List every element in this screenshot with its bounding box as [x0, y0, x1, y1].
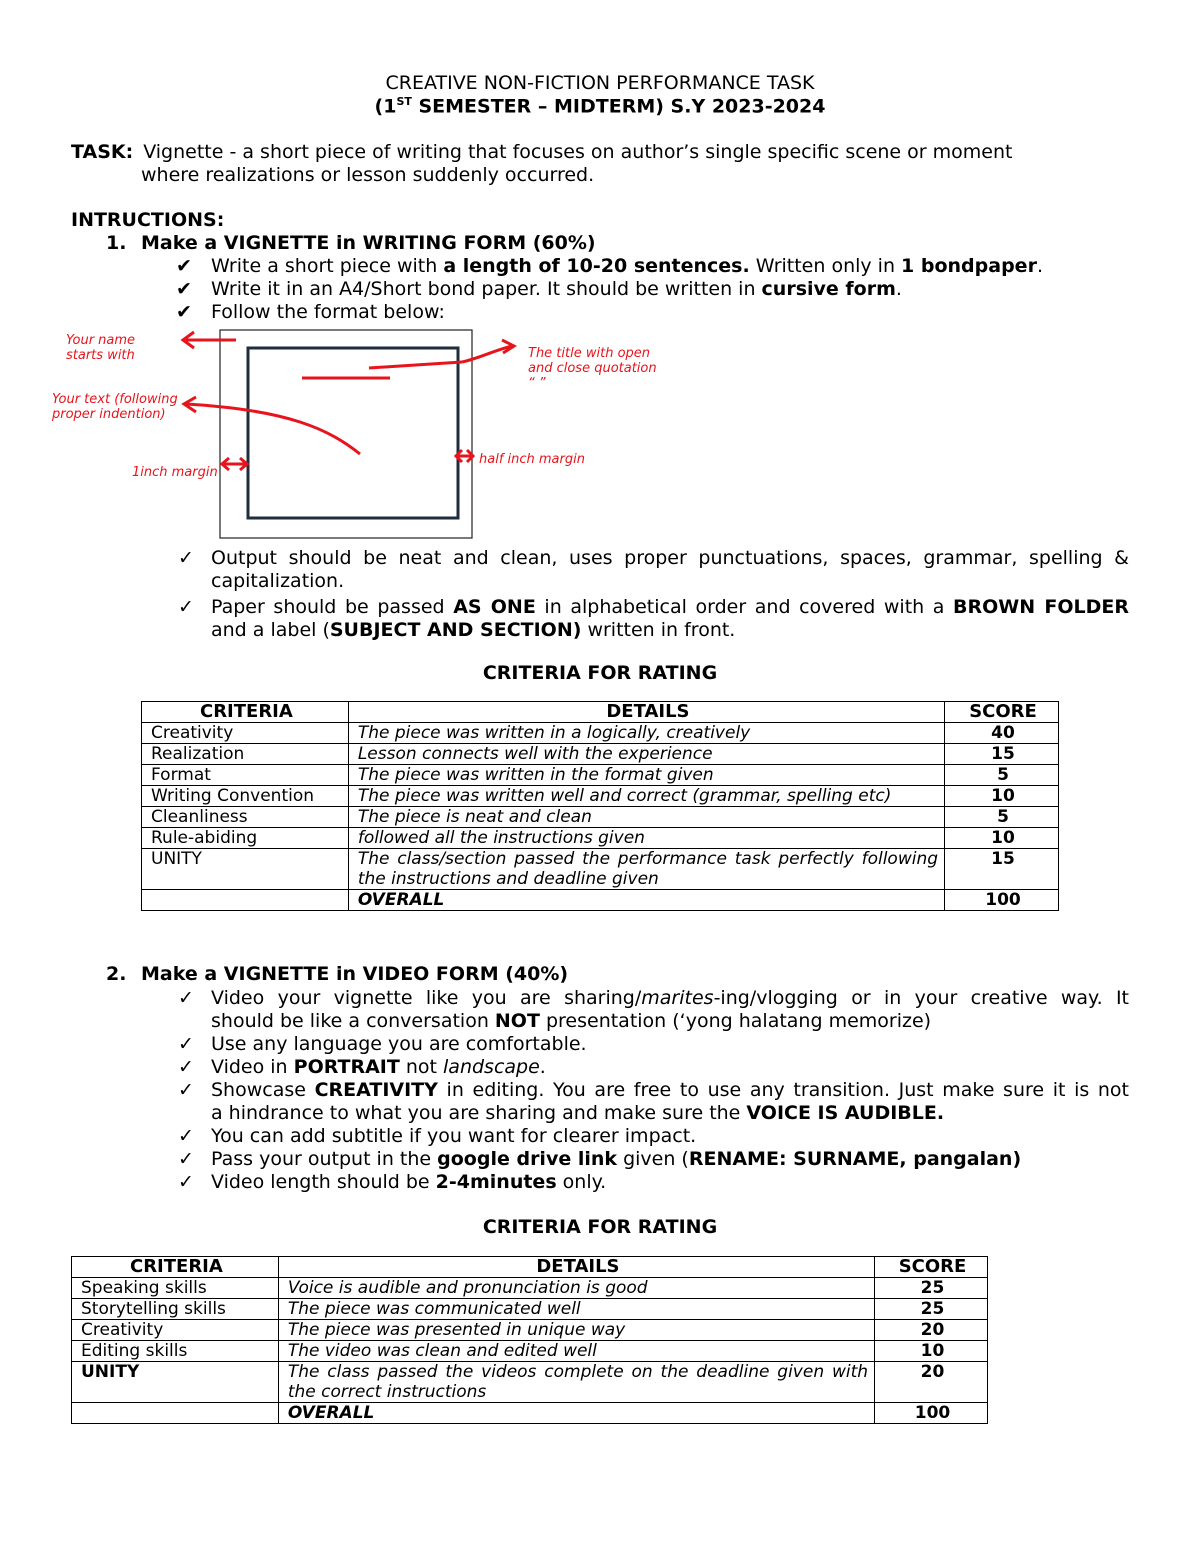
table-row: Cleanliness The piece is neat and clean 5 [142, 807, 1059, 828]
part2-bullet-7: Video length should be 2-4minutes only. [211, 1171, 607, 1193]
annotation-title: The title with open and close quotation “ ” [528, 346, 657, 391]
annotation-inch-margin: 1inch margin [132, 465, 218, 480]
check-thin-icon: ✓ [178, 987, 194, 1009]
criteria-heading-1: CRITERIA FOR RATING [482, 662, 718, 684]
table-header-row [72, 1257, 988, 1278]
part1-number: 1. [106, 232, 127, 254]
part2-bullet-4: Showcase CREATIVITY in editing. You are free to use any transition. Just make sure it is not a hindrance to what you are sharing and make sure the VOICE IS AUDIBLE. [211, 1079, 1130, 1124]
col-details: DETAILS [278, 1257, 874, 1278]
part2-number: 2. [106, 963, 127, 985]
col-criteria: CRITERIA [72, 1257, 279, 1278]
table-row: Realization Lesson connects well with the experience 15 [142, 744, 1059, 765]
check-thin-icon: ✓ [178, 1079, 194, 1101]
table-overall-row: OVERALL 100 [72, 1403, 988, 1424]
part2-heading: Make a VIGNETTE in VIDEO FORM (40%) [141, 963, 569, 985]
subtitle-sup: ST [396, 95, 412, 108]
table-row: Creativity The piece was written in a logically, creatively 40 [142, 723, 1059, 744]
table-header-row [142, 702, 1059, 723]
subtitle-pre: (1 [374, 95, 397, 118]
check-icon: ✔ [176, 278, 192, 300]
check-thin-icon: ✓ [178, 1171, 194, 1193]
task-text-1: Vignette - a short piece of writing that focuses on author’s single specific scene or moment [143, 141, 1013, 163]
page-subtitle [0, 95, 1200, 117]
check-thin-icon: ✓ [178, 1148, 194, 1170]
table-overall-row: OVERALL 100 [142, 890, 1059, 911]
table-row: Writing Convention The piece was written well and correct (grammar, spelling etc) 10 [142, 786, 1059, 807]
instructions-label: INTRUCTIONS: [71, 209, 225, 231]
part2-bullet-5: You can add subtitle if you want for clearer impact. [211, 1125, 697, 1147]
table-row: UNITY The class/section passed the performance task perfectly following the instructions and deadline given 15 [142, 849, 1059, 890]
task-line-1 [71, 141, 1012, 164]
part2-bullet-6: Pass your output in the google drive link given (RENAME: SURNAME, pangalan) [211, 1148, 1022, 1170]
check-icon: ✔ [176, 255, 192, 277]
table-row: Rule-abiding followed all the instructions given 10 [142, 828, 1059, 849]
margin-frame [248, 348, 458, 518]
part1-bullet-1: Write a short piece with a length of 10-20 sentences. Written only in 1 bondpaper. [211, 255, 1043, 277]
check-thin-icon: ✓ [178, 1056, 194, 1078]
criteria-heading-2: CRITERIA FOR RATING [482, 1216, 718, 1238]
table-row: Editing skills The video was clean and edited well 10 [72, 1341, 988, 1362]
table-row: Speaking skills Voice is audible and pronunciation is good 25 [72, 1278, 988, 1299]
criteria-table-2 [71, 1256, 988, 1424]
part1-bullet-2: Write it in an A4/Short bond paper. It should be written in cursive form. [211, 278, 902, 300]
col-score: SCORE [945, 702, 1059, 723]
part1-bullet-5: Paper should be passed AS ONE in alphabetical order and covered with a BROWN FOLDER and a label (SUBJECT AND SECTION) written in front. [211, 596, 1129, 641]
page-title: CREATIVE NON-FICTION PERFORMANCE TASK [385, 72, 815, 94]
text-arrow [186, 404, 360, 454]
outer-page-frame [220, 330, 472, 538]
subtitle-post: SEMESTER – MIDTERM) S.Y 2023-2024 [411, 95, 826, 118]
annotation-half-margin: half inch margin [479, 452, 585, 467]
table-row: Storytelling skills The piece was communicated well 25 [72, 1299, 988, 1320]
annotation-text: Your text (following proper indention) [52, 392, 178, 422]
col-criteria: CRITERIA [142, 702, 349, 723]
part1-bullet-3: Follow the format below: [211, 301, 445, 323]
part1-bullet-4: Output should be neat and clean, uses proper punctuations, spaces, grammar, spelling & capitalization. [211, 547, 1129, 592]
col-score: SCORE [875, 1257, 988, 1278]
part2-bullet-1: Video your vignette like you are sharing/marites-ing/vlogging or in your creative way. It should be like a conversation NOT presentation (‘yong halatang memorize) [211, 987, 1129, 1032]
check-thin-icon: ✓ [178, 547, 194, 569]
part2-bullet-3: Video in PORTRAIT not landscape. [211, 1056, 546, 1078]
check-thin-icon: ✓ [178, 596, 194, 618]
title-arrow [462, 346, 512, 362]
table-row: UNITY The class passed the videos complete on the deadline given with the correct instructions 20 [72, 1362, 988, 1403]
check-icon: ✔ [176, 301, 192, 323]
part2-bullet-2: Use any language you are comfortable. [211, 1033, 587, 1055]
check-thin-icon: ✓ [178, 1033, 194, 1055]
check-thin-icon: ✓ [178, 1125, 194, 1147]
table-row: Creativity The piece was presented in unique way 20 [72, 1320, 988, 1341]
criteria-table-1 [141, 701, 1059, 911]
part1-heading: Make a VIGNETTE in WRITING FORM (60%) [141, 232, 596, 254]
task-line-2: where realizations or lesson suddenly occurred. [141, 164, 595, 186]
annotation-name: Your name starts with [66, 333, 136, 363]
table-row: Format The piece was written in the format given 5 [142, 765, 1059, 786]
task-label: TASK: [71, 141, 134, 163]
col-details: DETAILS [348, 702, 944, 723]
